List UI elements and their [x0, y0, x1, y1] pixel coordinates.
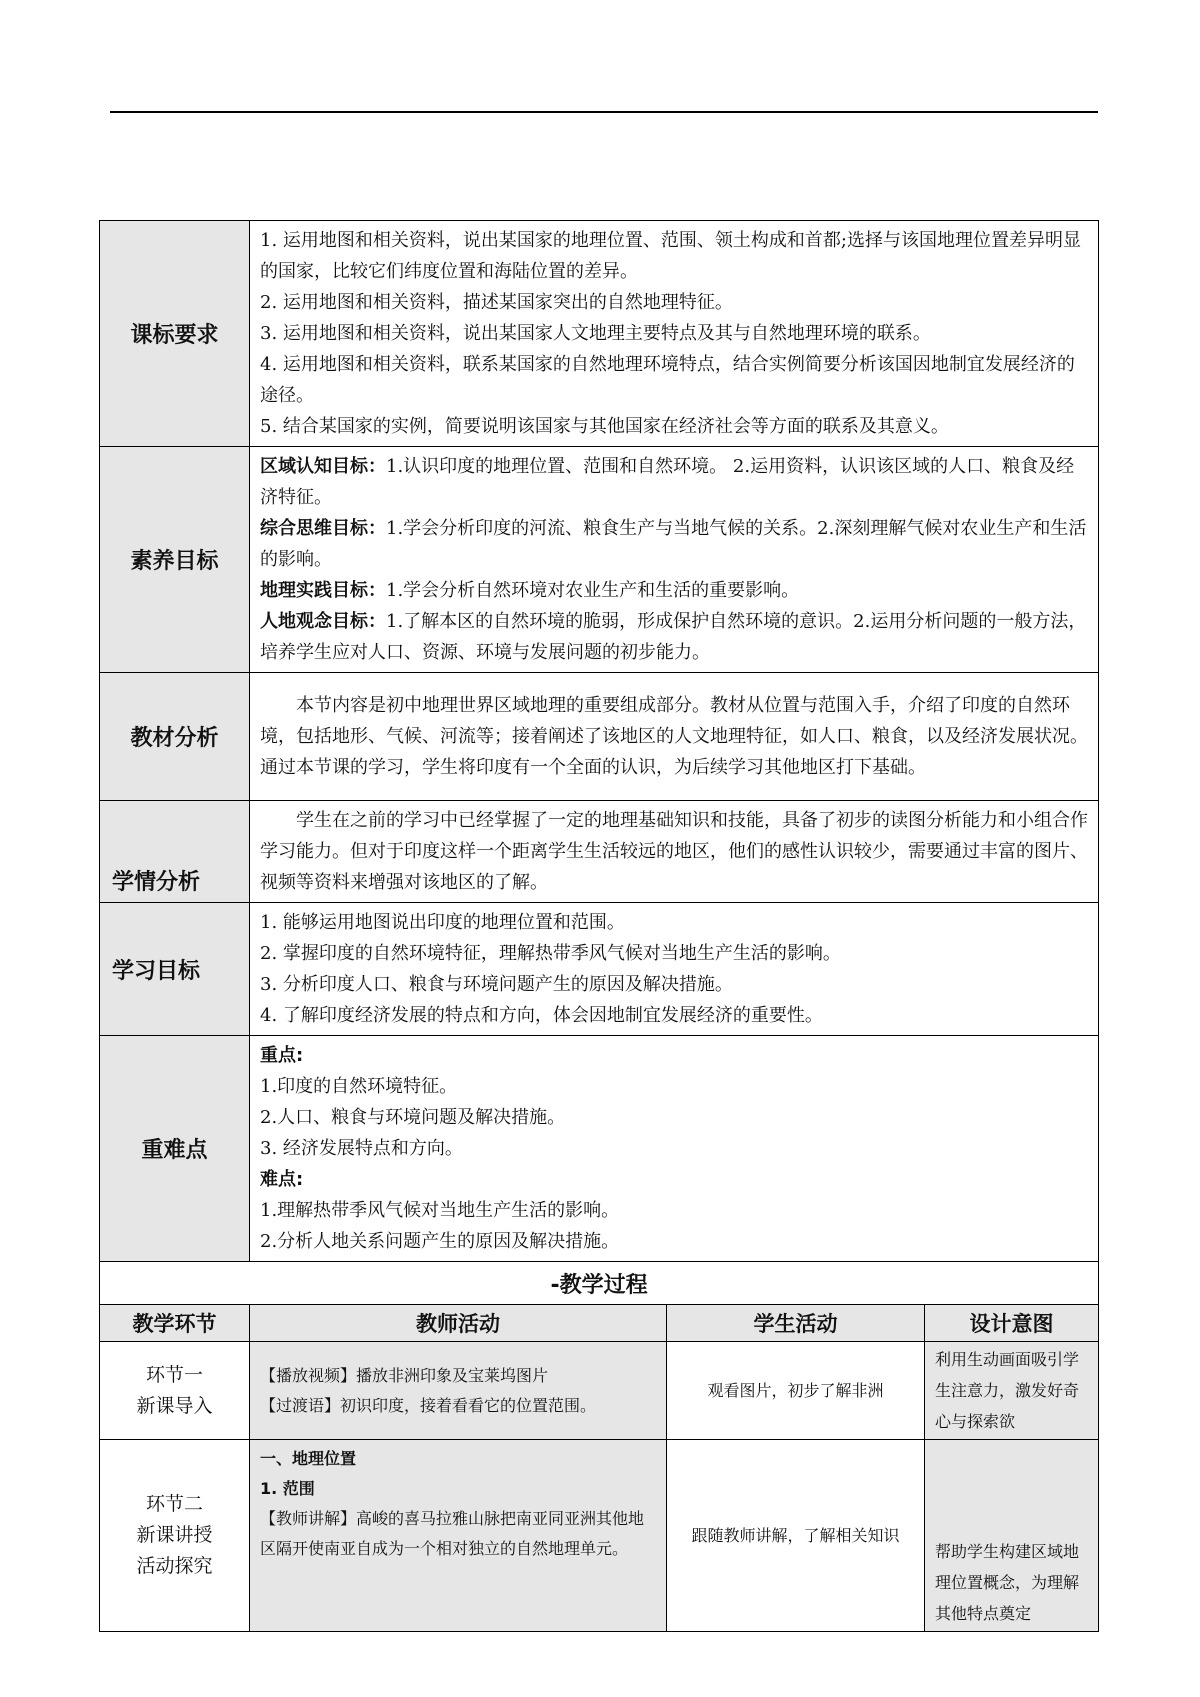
stage2-name-line: 活动探究 [136, 1555, 213, 1577]
stage2-sub-title: 1. 范围 [260, 1479, 315, 1498]
process-header-row [100, 1305, 1099, 1342]
stage1-student: 观看图片，初步了解非洲 [667, 1342, 925, 1440]
literacy-item-text: 1.学会分析印度的河流、粮食生产与当地气候的关系。2.深刻理解气候对农业生产和生活的影响。 [260, 518, 1087, 570]
goals-row [100, 903, 1099, 1036]
stage1-teacher-line: 【播放视频】播放非洲印象及宝莱坞图片 [260, 1365, 549, 1385]
goals-item: 1. 能够运用地图说出印度的地理位置和范围。 [260, 912, 625, 933]
stage1-teacher [250, 1342, 667, 1440]
stage2-teacher-text: 【教师讲解】高峻的喜马拉雅山脉把南亚同亚洲其他地区隔开使南亚自成为一个相对独立的自然地理单元。 [260, 1509, 645, 1558]
hard-item: 1.理解热带季风气候对当地生产生活的影响。 [260, 1200, 620, 1221]
stage2-name [100, 1440, 250, 1632]
stage1-name-line: 环节一 [145, 1363, 203, 1386]
goals-item: 3. 分析印度人口、粮食与环境问题产生的原因及解决措施。 [260, 974, 733, 995]
key-item: 3. 经济发展特点和方向。 [260, 1138, 463, 1159]
keypoints-content [250, 1036, 1099, 1262]
literacy-item [260, 451, 1088, 513]
standards-row [100, 221, 1099, 447]
stage2-intent: 帮助学生构建区域地理位置概念，为理解其他特点奠定 [925, 1440, 1099, 1632]
keypoints-label: 重难点 [100, 1036, 250, 1262]
learners-text: 学生在之前的学习中已经掌握了一定的地理基础知识和技能，具备了初步的读图分析能力和小组合作学习能力。但对于印度这样一个距离学生生活较远的地区，他们的感性认识较少，需要通过丰富的图片、视频等资料来增强对该地区的了解。 [260, 810, 1088, 893]
literacy-item-title: 地理实践目标： [260, 580, 386, 601]
literacy-item-text: 1.学会分析自然环境对农业生产和生活的重要影响。 [386, 580, 800, 601]
literacy-item-text: 1.了解本区的自然环境的脆弱，形成保护自然环境的意识。2.运用分析问题的一般方法，培养学生应对人口、资源、环境与发展问题的初步能力。 [260, 611, 1087, 663]
keypoints-row [100, 1036, 1099, 1262]
header-rule [110, 111, 1098, 113]
textbook-content [250, 673, 1099, 801]
literacy-item [260, 513, 1088, 575]
goals-item: 4. 了解印度经济发展的特点和方向，体会因地制宜发展经济的重要性。 [260, 1005, 823, 1026]
literacy-item-title: 区域认知目标： [260, 456, 386, 477]
goals-content [250, 903, 1099, 1036]
standards-label: 课标要求 [100, 221, 250, 447]
textbook-text: 本节内容是初中地理世界区域地理的重要组成部分。教材从位置与范围入手，介绍了印度的自然环境，包括地形、气候、河流等；接着阐述了该地区的人文地理特征，如人口、粮食，以及经济发展状况。通过本节课的学习，学生将印度有一个全面的认识，为后续学习其他地区打下基础。 [260, 695, 1088, 778]
stage1-intent: 利用生动画面吸引学生注意力，激发好奇心与探索欲 [925, 1342, 1099, 1440]
stage1-row [100, 1342, 1099, 1440]
hard-title: 难点: [260, 1169, 304, 1190]
learners-row [100, 801, 1099, 903]
header-stage: 教学环节 [100, 1305, 250, 1342]
stage1-teacher-line: 【过渡语】初识印度，接着看看它的位置范围。 [260, 1395, 597, 1415]
goals-label: 学习目标 [100, 903, 250, 1036]
standards-item: 3. 运用地图和相关资料，说出某国家人文地理主要特点及其与自然地理环境的联系。 [260, 323, 931, 344]
literacy-item-text: 1.认识印度的地理位置、范围和自然环境。 2.运用资料，认识该区域的人口、粮食及经济特征。 [260, 456, 1075, 508]
key-item: 2.人口、粮食与环境问题及解决措施。 [260, 1107, 566, 1128]
key-item: 1.印度的自然环境特征。 [260, 1076, 458, 1097]
key-title: 重点: [260, 1045, 304, 1066]
literacy-content [250, 447, 1099, 673]
textbook-label: 教材分析 [100, 673, 250, 801]
stage1-name [100, 1342, 250, 1440]
standards-item: 4. 运用地图和相关资料，联系某国家的自然地理环境特点，结合实例简要分析该国因地制宜发展经济的途径。 [260, 354, 1075, 406]
literacy-item [260, 575, 1088, 606]
process-title-row [100, 1262, 1099, 1305]
header-intent: 设计意图 [925, 1305, 1099, 1342]
textbook-row [100, 673, 1099, 801]
header-student: 学生活动 [667, 1305, 925, 1342]
header-teacher: 教师活动 [250, 1305, 667, 1342]
literacy-item [260, 606, 1088, 668]
hard-item: 2.分析人地关系问题产生的原因及解决措施。 [260, 1231, 620, 1252]
literacy-item-title: 综合思维目标： [260, 518, 386, 539]
stage2-section-title: 一、地理位置 [260, 1449, 357, 1468]
lesson-plan-table [99, 220, 1099, 1632]
stage2-name-line: 新课讲授 [136, 1524, 213, 1546]
learners-content [250, 801, 1099, 903]
literacy-label: 素养目标 [100, 447, 250, 673]
stage2-student: 跟随教师讲解，了解相关知识 [667, 1440, 925, 1632]
stage2-teacher [250, 1440, 667, 1632]
literacy-item-title: 人地观念目标： [260, 611, 386, 632]
stage2-name-line: 环节二 [145, 1493, 203, 1515]
process-title: -教学过程 [100, 1262, 1099, 1305]
goals-item: 2. 掌握印度的自然环境特征，理解热带季风气候对当地生产生活的影响。 [260, 943, 841, 964]
stage2-row [100, 1440, 1099, 1632]
standards-content [250, 221, 1099, 447]
literacy-row [100, 447, 1099, 673]
standards-item: 1. 运用地图和相关资料，说出某国家的地理位置、范围、领土构成和首都;选择与该国地理位置差异明显的国家，比较它们纬度位置和海陆位置的差异。 [260, 230, 1081, 282]
standards-item: 5. 结合某国家的实例，简要说明该国家与其他国家在经济社会等方面的联系及其意义。 [260, 416, 949, 437]
standards-item: 2. 运用地图和相关资料，描述某国家突出的自然地理特征。 [260, 292, 733, 313]
stage1-name-line: 新课导入 [136, 1394, 213, 1417]
learners-label: 学情分析 [100, 801, 250, 903]
